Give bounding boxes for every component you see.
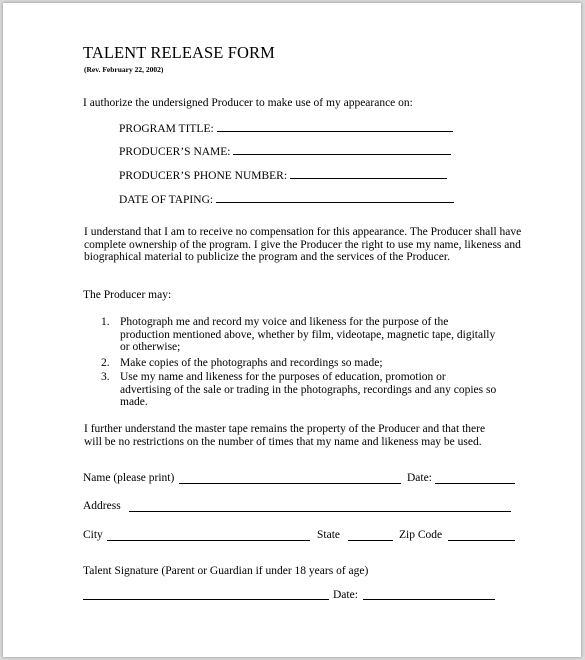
revision-date: (Rev. February 22, 2002) [84, 65, 164, 74]
date-of-taping-blank[interactable] [216, 192, 454, 203]
list-item-line: Make copies of the photographs and recordings so made; [120, 357, 383, 369]
talent-signature-blank[interactable] [83, 599, 329, 600]
authorize-intro: I authorize the undersigned Producer to make use of my appearance on: [83, 97, 413, 109]
name-date-label: Date: [407, 472, 432, 484]
talent-signature-label: Talent Signature (Parent or Guardian if under 18 years of age) [83, 565, 369, 577]
producer-phone-field [119, 168, 447, 183]
list-item-number: 1. [101, 316, 110, 328]
list-item-number: 2. [101, 357, 110, 369]
list-item-line: made. [120, 396, 148, 408]
producer-name-blank[interactable] [233, 144, 451, 155]
list-item-line: or otherwise; [120, 341, 181, 353]
master-tape-line: will be no restrictions on the number of times that my name and likeness may be used. [84, 435, 482, 448]
document-page [3, 3, 581, 657]
zip-code-label: Zip Code [399, 529, 443, 541]
list-item-line: advertising of the sale or trading in the photographs, recordings and any copies so [120, 383, 497, 396]
zip-code-blank[interactable] [448, 540, 515, 541]
program-title-field [119, 121, 453, 136]
list-item-line: Use my name and likeness for the purposes of education, promotion or [120, 371, 446, 383]
master-tape-line: I further understand the master tape remains the property of the Producer and that there [84, 423, 486, 435]
master-tape-paragraph [84, 423, 544, 448]
address-label: Address [83, 500, 121, 512]
date-of-taping-field [119, 192, 454, 207]
producer-phone-blank[interactable] [290, 168, 447, 179]
form-title: TALENT RELEASE FORM [83, 43, 275, 62]
producer-phone-label: PRODUCER’S PHONE NUMBER: [119, 170, 288, 182]
name-blank[interactable] [179, 483, 401, 484]
compensation-paragraph: I understand that I am to receive no compensation for this appearance. The Producer shall have complete ownership of the program. I give the Producer the right to use my name, likeness and biographical material to publicize the program and the services of the Producer. [84, 226, 522, 263]
city-label: City [83, 529, 103, 541]
program-title-label: PROGRAM TITLE: [119, 123, 214, 135]
program-title-blank[interactable] [217, 121, 453, 132]
producer-name-label: PRODUCER’S NAME: [119, 146, 231, 158]
name-date-blank[interactable] [435, 483, 515, 484]
list-item-number: 3. [101, 371, 110, 383]
city-blank[interactable] [107, 540, 310, 541]
name-label: Name (please print) [83, 472, 175, 484]
date-of-taping-label: DATE OF TAPING: [119, 194, 214, 206]
list-item-line: production mentioned above, whether by film, videotape, magnetic tape, digitally [120, 328, 496, 341]
signature-date-label: Date: [333, 589, 358, 601]
signature-date-blank[interactable] [363, 599, 495, 600]
state-label: State [317, 529, 340, 541]
producer-may-heading: The Producer may: [83, 289, 172, 301]
state-blank[interactable] [348, 540, 393, 541]
list-item-line: Photograph me and record my voice and likeness for the purpose of the [120, 316, 449, 328]
producer-name-field [119, 144, 451, 159]
address-blank[interactable] [129, 511, 511, 512]
